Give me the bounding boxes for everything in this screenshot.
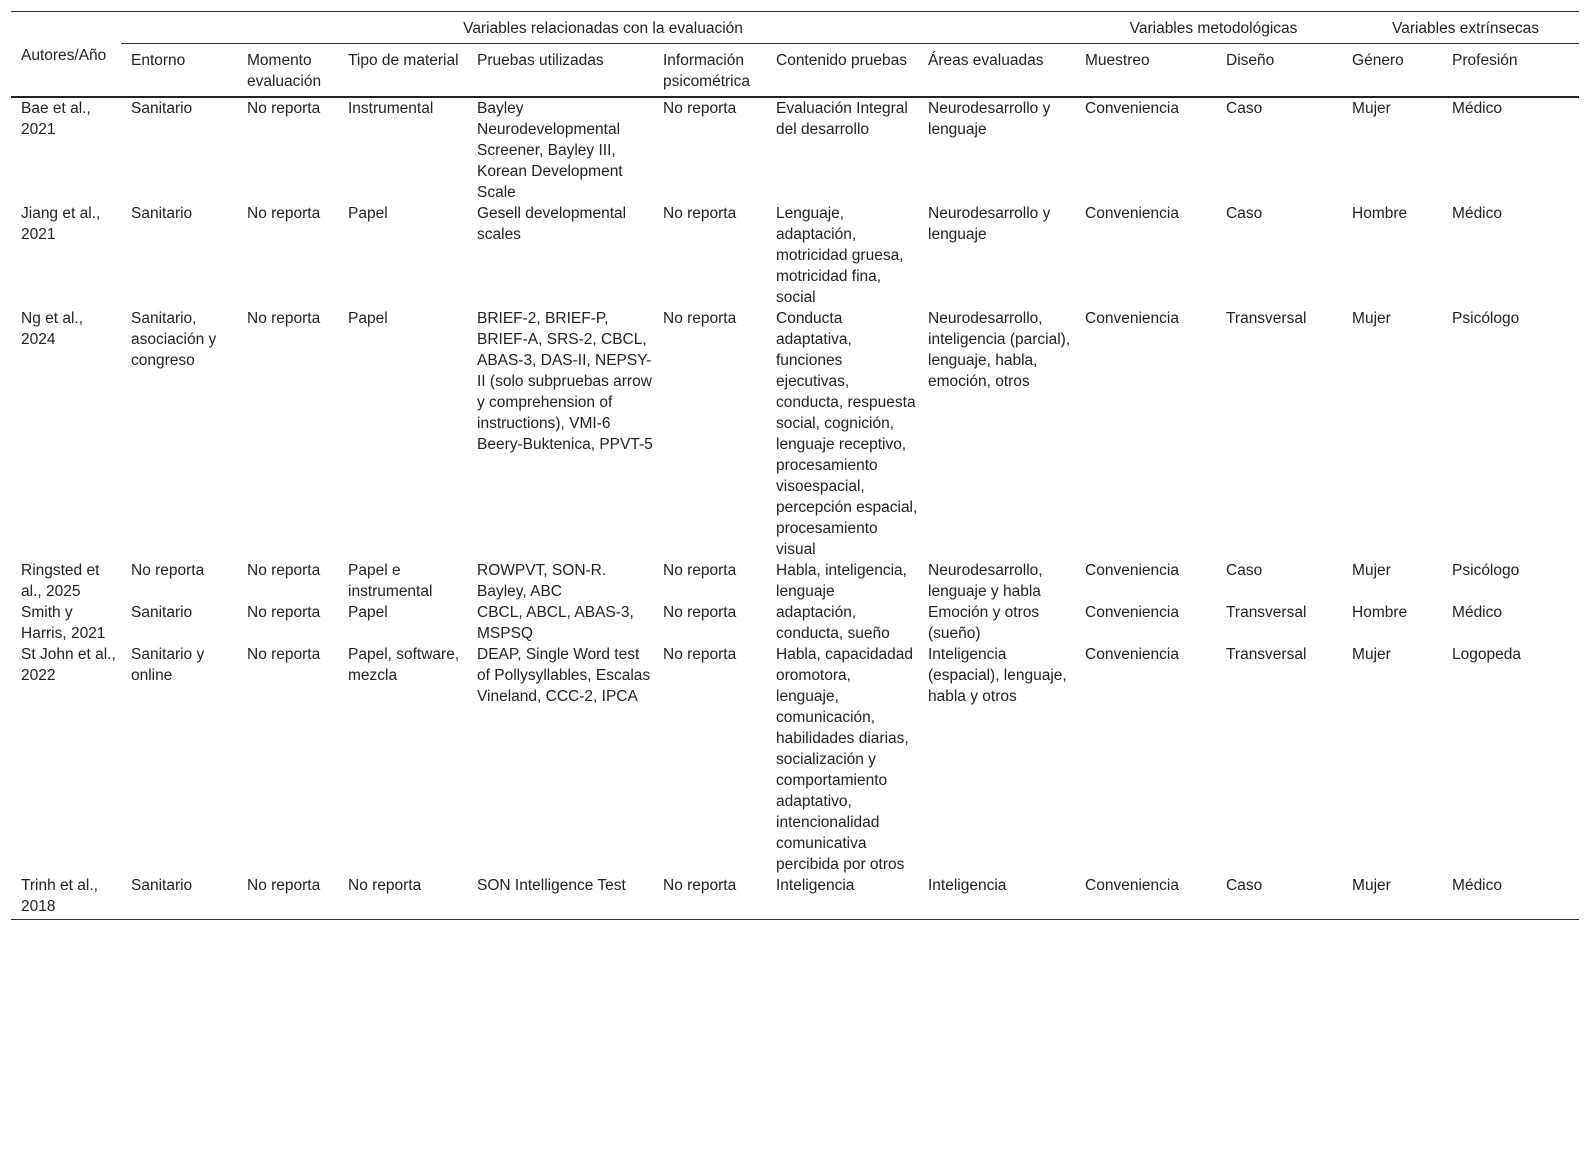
cell-autores: Jiang et al., 2021 — [21, 205, 101, 243]
cell-pruebas: SON Intelligence Test — [467, 875, 653, 920]
cell-informacion: No reporta — [663, 646, 737, 663]
cell-diseno: Caso — [1226, 562, 1263, 579]
cell-diseno: Caso — [1226, 100, 1263, 117]
cell-muestreo: Conveniencia — [1085, 205, 1179, 222]
cell-informacion: No reporta — [663, 562, 737, 579]
cell-muestreo: Conveniencia — [1085, 604, 1179, 621]
cell-momento: No reporta — [247, 100, 321, 117]
cell-informacion: No reporta — [663, 310, 737, 327]
cell-contenido: adaptación, conducta, sueño — [776, 604, 890, 642]
cell-tipo-material: Papel — [348, 205, 388, 222]
cell-genero: Mujer — [1352, 646, 1391, 663]
cell-entorno: Sanitario — [131, 100, 193, 117]
cell-muestreo: Conveniencia — [1085, 100, 1179, 117]
cell-momento: No reporta — [247, 562, 321, 579]
group-header-extrinsecas: Variables extrínsecas — [1342, 12, 1579, 44]
cell-tipo-material: Papel, software, mezcla — [348, 646, 460, 684]
cell-diseno: Transversal — [1226, 646, 1307, 663]
cell-diseno: Caso — [1226, 205, 1263, 222]
group-header-evaluacion: Variables relacionadas con la evaluación — [121, 12, 1075, 44]
column-header-entorno: Entorno — [121, 44, 237, 98]
cell-areas: Neurodesarrollo y lenguaje — [928, 100, 1051, 138]
cell-diseno: Transversal — [1226, 310, 1307, 327]
cell-autores: Smith y Harris, 2021 — [21, 604, 106, 642]
cell-informacion: No reporta — [663, 100, 737, 117]
cell-genero: Hombre — [1352, 205, 1408, 222]
cell-profesion: Médico — [1452, 100, 1502, 117]
cell-tipo-material: Papel — [348, 310, 388, 327]
cell-contenido: Habla, inteligencia, lenguaje — [776, 562, 907, 600]
table-row — [11, 560, 1579, 602]
cell-genero: Hombre — [1352, 604, 1408, 621]
cell-muestreo: Conveniencia — [1085, 646, 1179, 663]
cell-momento: No reporta — [247, 310, 321, 327]
cell-contenido: Lenguaje, adaptación, motricidad gruesa, motricidad fina, social — [776, 205, 904, 306]
cell-profesion: Médico — [1442, 875, 1579, 920]
column-header-pruebas: Pruebas utilizadas — [467, 44, 653, 98]
cell-muestreo: Conveniencia — [1085, 562, 1179, 579]
cell-entorno: Sanitario — [131, 205, 193, 222]
cell-contenido: Evaluación Integral del desarrollo — [776, 100, 908, 138]
table-row — [11, 602, 1579, 644]
cell-genero: Mujer — [1352, 562, 1391, 579]
studies-table — [11, 11, 1579, 920]
cell-momento: No reporta — [247, 205, 321, 222]
cell-genero: Mujer — [1352, 100, 1391, 117]
header-column-row — [11, 44, 1579, 98]
cell-areas: Neurodesarrollo y lenguaje — [928, 205, 1051, 243]
cell-informacion: No reporta — [663, 604, 737, 621]
cell-autores: Ng et al., 2024 — [21, 310, 84, 348]
cell-diseno: Caso — [1216, 875, 1342, 920]
cell-pruebas: Gesell developmental scales — [477, 205, 627, 243]
cell-contenido: Inteligencia — [766, 875, 918, 920]
column-header-contenido: Contenido pruebas — [766, 44, 918, 98]
cell-entorno: Sanitario — [131, 604, 193, 621]
column-header-momento: Momento evaluación — [237, 44, 338, 98]
cell-entorno: No reporta — [131, 562, 205, 579]
group-header-metodologicas: Variables metodológicas — [1075, 12, 1342, 44]
cell-areas: Neurodesarrollo, lenguaje y habla — [928, 562, 1043, 600]
column-header-profesion: Profesión — [1442, 44, 1579, 98]
cell-momento: No reporta — [247, 604, 321, 621]
column-header-informacion: Información psicométrica — [653, 44, 766, 98]
cell-profesion: Logopeda — [1452, 646, 1521, 663]
cell-diseno: Transversal — [1226, 604, 1307, 621]
table-row — [11, 203, 1579, 308]
column-header-diseno: Diseño — [1216, 44, 1342, 98]
cell-informacion: No reporta — [663, 205, 737, 222]
cell-tipo-material: Papel e instrumental — [348, 562, 433, 600]
column-header-areas: Áreas evaluadas — [918, 44, 1075, 98]
cell-muestreo: Conveniencia — [1075, 875, 1216, 920]
cell-pruebas: ROWPVT, SON-R. Bayley, ABC — [477, 562, 607, 600]
cell-autores: Ringsted et al., 2025 — [21, 562, 100, 600]
cell-contenido: Conducta adaptativa, funciones ejecutivas, conducta, respuesta social, cognición, lenguaje receptivo, procesamiento visoespacial, percepción espacial, procesamiento visual — [776, 310, 918, 558]
cell-tipo-material: Papel — [348, 604, 388, 621]
cell-pruebas: Bayley Neurodevelopmental Screener, Bayley III, Korean Development Scale — [477, 100, 623, 201]
cell-genero: Mujer — [1352, 310, 1391, 327]
cell-autores: Trinh et al., 2018 — [11, 875, 121, 920]
cell-profesion: Psicólogo — [1452, 310, 1520, 327]
cell-autores: St John et al., 2022 — [21, 646, 116, 684]
cell-profesion: Psicólogo — [1452, 562, 1520, 579]
header-group-row — [11, 12, 1579, 44]
cell-profesion: Médico — [1452, 604, 1502, 621]
cell-muestreo: Conveniencia — [1085, 310, 1179, 327]
table-row — [11, 644, 1579, 875]
cell-genero: Mujer — [1342, 875, 1442, 920]
cell-autores: Bae et al., 2021 — [21, 100, 91, 138]
cell-entorno: Sanitario, asociación y congreso — [131, 310, 217, 369]
column-header-genero: Género — [1342, 44, 1442, 98]
cell-profesion: Médico — [1452, 205, 1502, 222]
column-header-tipo-material: Tipo de material — [338, 44, 467, 98]
cell-entorno: Sanitario — [121, 875, 237, 920]
table-row — [11, 875, 1579, 920]
cell-momento: No reporta — [247, 646, 321, 663]
cell-pruebas: CBCL, ABCL, ABAS-3, MSPSQ — [477, 604, 634, 642]
cell-pruebas: BRIEF-2, BRIEF-P, BRIEF-A, SRS-2, CBCL, ABAS-3, DAS-II, NEPSY-II (solo subpruebas arrow y comprehension of instructions), VMI-6 Beery-Buktenica, PPVT-5 — [477, 310, 653, 453]
cell-informacion: No reporta — [653, 875, 766, 920]
cell-areas: Inteligencia — [918, 875, 1075, 920]
cell-pruebas: DEAP, Single Word test of Pollysyllables, Escalas Vineland, CCC-2, IPCA — [477, 646, 651, 705]
cell-momento: No reporta — [237, 875, 338, 920]
cell-entorno: Sanitario y online — [131, 646, 205, 684]
cell-contenido: Habla, capacidadad oromotora, lenguaje, comunicación, habilidades diarias, socialización y comportamiento adaptativo, intencionalidad comunicativa percibida por otros — [776, 646, 914, 873]
table-header — [11, 12, 1579, 98]
cell-areas: Neurodesarrollo, inteligencia (parcial), lenguaje, habla, emoción, otros — [928, 310, 1071, 390]
column-header-muestreo: Muestreo — [1075, 44, 1216, 98]
table-body — [11, 97, 1579, 920]
table-row — [11, 308, 1579, 560]
cell-areas: Emoción y otros (sueño) — [928, 604, 1040, 642]
cell-tipo-material: Instrumental — [348, 100, 434, 117]
cell-tipo-material: No reporta — [338, 875, 467, 920]
column-header-autores: Autores/Año — [11, 12, 121, 98]
table-row — [11, 97, 1579, 203]
cell-areas: Inteligencia (espacial), lenguaje, habla y otros — [928, 646, 1067, 705]
